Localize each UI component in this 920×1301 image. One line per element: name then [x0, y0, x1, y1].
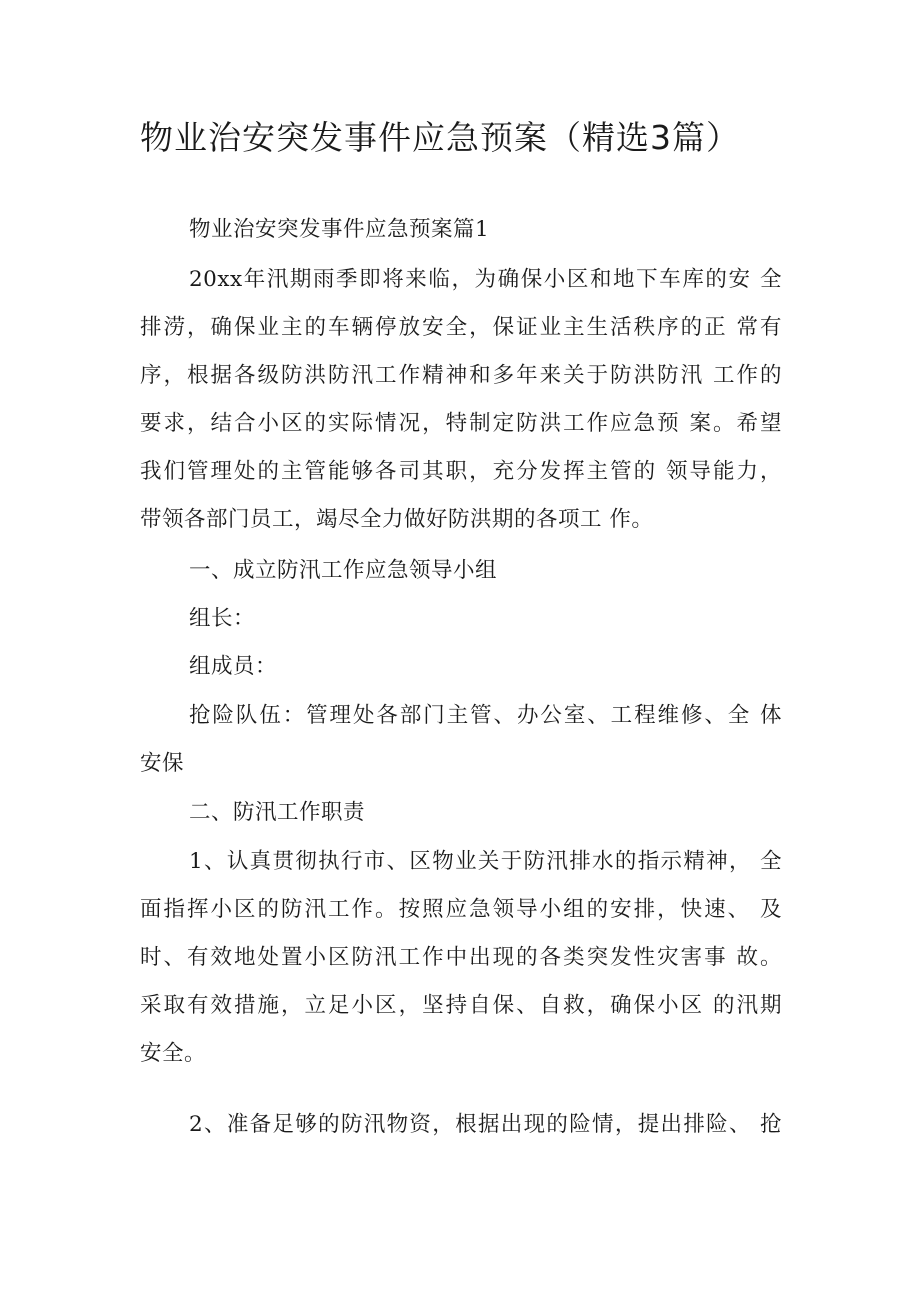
section-heading: 二、防汛工作职责 — [189, 800, 366, 825]
paragraph-line: 2、准备足够的防汛物资，根据出现的险情，提出排险、 抢 — [189, 1112, 782, 1137]
paragraph-line: 要求，结合小区的实际情况，特制定防洪工作应急预 案。希望 — [140, 411, 782, 436]
section-heading: 一、成立防汛工作应急领导小组 — [189, 558, 498, 583]
paragraph-line: 20xx年汛期雨季即将来临，为确保小区和地下车库的安 全 — [189, 267, 782, 292]
paragraph-line: 我们管理处的主管能够各司其职，充分发挥主管的 领导能力， — [140, 459, 782, 484]
paragraph-line: 面指挥小区的防汛工作。按照应急领导小组的安排，快速、 及 — [140, 897, 782, 922]
document-title: 物业治安突发事件应急预案（精选3篇） — [140, 118, 740, 157]
paragraph-line: 带领各部门员工，竭尽全力做好防洪期的各项工 作。 — [140, 507, 654, 532]
paragraph-line: 抢险队伍：管理处各部门主管、办公室、工程维修、全 体 — [189, 703, 782, 728]
paragraph-line: 安全。 — [140, 1041, 207, 1066]
paragraph-line: 1、认真贯彻执行市、区物业关于防汛排水的指示精神， 全 — [189, 849, 782, 874]
paragraph-line: 采取有效措施，立足小区，坚持自保、自救，确保小区 的汛期 — [140, 993, 782, 1018]
paragraph-line: 组长： — [189, 606, 256, 631]
paragraph-line: 排涝，确保业主的车辆停放安全，保证业主生活秩序的正 常有 — [140, 315, 782, 340]
paragraph-line: 序，根据各级防洪防汛工作精神和多年来关于防洪防汛 工作的 — [140, 363, 782, 388]
paragraph-line: 组成员： — [189, 654, 278, 679]
section-heading: 物业治安突发事件应急预案篇1 — [189, 217, 490, 242]
paragraph-line: 时、有效地处置小区防汛工作中出现的各类突发性灾害事 故。 — [140, 945, 782, 970]
paragraph-line: 安保 — [140, 751, 185, 776]
